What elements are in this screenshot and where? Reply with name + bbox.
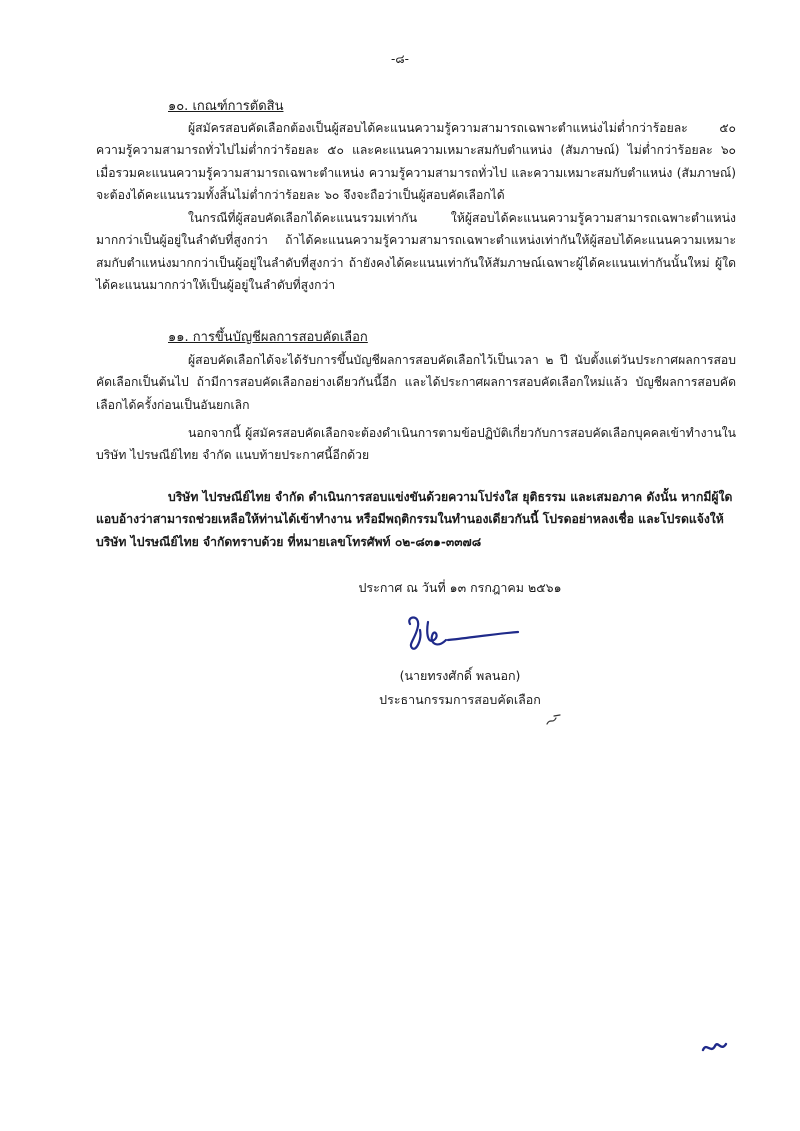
announcement-date: ประกาศ ณ วันที่ ๑๓ กรกฎาคม ๒๕๖๑ [358,580,562,595]
page-number: -๘- [391,52,409,66]
section-11-paragraph-2: นอกจากนี้ ผู้สมัครสอบคัดเลือกจะต้องดำเนินการตามข้อปฏิบัติเกี่ยวกับการสอบคัดเลือกบุคคลเข้าทำงานในบริษัท ไปรษณีย์ไทย จำกัด แนบท้ายประกาศนี้อีกด้วย [96,426,736,463]
section-11-heading: ๑๑. การขึ้นบัญชีผลการสอบคัดเลือก [168,330,368,345]
section-11-paragraph-1: ผู้สอบคัดเลือกได้จะได้รับการขึ้นบัญชีผลการสอบคัดเลือกไว้เป็นเวลา ๒ ปี นับตั้งแต่วันประกาศผลการสอบคัดเลือกเป็นต้นไป ถ้ามีการสอบคัดเลือกอย่างเดียวกันนี้อีก และได้ประกาศผลการสอบคัดเลือกใหม่แล้ว บัญชีผลการสอบคัดเลือกได้ครั้งก่อนเป็นอันยกเลิก [96,353,736,412]
signatory-title: ประธานกรรมการสอบคัดเลือก [379,692,541,707]
initial-mark-small [544,712,564,728]
section-10-heading: ๑๐. เกณฑ์การตัดสิน [168,99,284,114]
initial-mark-blue [700,1036,730,1058]
transparency-notice: บริษัท ไปรษณีย์ไทย จำกัด ดำเนินการสอบแข่งขันด้วยความโปร่งใส ยุติธรรม และเสมอภาค ดังนั้น หากมีผู้ใดแอบอ้างว่าสามารถช่วยเหลือให้ท่านได้เข้าทำงาน หรือมีพฤติกรรมในทำนองเดียวกันนี้ โปรดอย่าหลงเชื่อ และโปรดแจ้งให้ บริษัท ไปรษณีย์ไทย จำกัดทราบด้วย ที่หมายเลขโทรศัพท์ ๐๒-๘๓๑-๓๓๗๘ [96,490,733,549]
signatory-name: (นายทรงศักดิ์ พลนอก) [399,668,521,683]
signature-mark [398,610,528,660]
section-10-paragraph-1: ผู้สมัครสอบคัดเลือกต้องเป็นผู้สอบได้คะแนนความรู้ความสามารถเฉพาะตำแหน่งไม่ต่ำกว่าร้อยละ ๕๐ ความรู้ความสามารถทั่วไปไม่ต่ำกว่าร้อยละ ๕๐ และคะแนนความเหมาะสมกับตำแหน่ง (สัมภาษณ์) ไม่ต่ำกว่าร้อยละ ๖๐ เมื่อรวมคะแนนความรู้ความสามารถเฉพาะตำแหน่ง ความรู้ความสามารถทั่วไป และความเหมาะสมกับตำแหน่ง (สัมภาษณ์) จะต้องได้คะแนนรวมทั้งสิ้นไม่ต่ำกว่าร้อยละ ๖๐ จึงจะถือว่าเป็นผู้สอบคัดเลือกได้ [96,121,736,202]
section-10-paragraph-2: ในกรณีที่ผู้สอบคัดเลือกได้คะแนนรวมเท่ากัน ให้ผู้สอบได้คะแนนความรู้ความสามารถเฉพาะตำแหน่งมากกว่าเป็นผู้อยู่ในลำดับที่สูงกว่า ถ้าได้คะแนนความรู้ความสามารถเฉพาะตำแหน่งเท่ากันให้ผู้สอบได้คะแนนความเหมาะสมกับตำแหน่งมากกว่าเป็นผู้อยู่ในลำดับที่สูงกว่า ถ้ายังคงได้คะแนนเท่ากันให้สัมภาษณ์เฉพาะผู้ได้คะแนนเท่ากันนั้นใหม่ ผู้ใดได้คะแนนมากกว่าให้เป็นผู้อยู่ในลำดับที่สูงกว่า [96,211,736,292]
